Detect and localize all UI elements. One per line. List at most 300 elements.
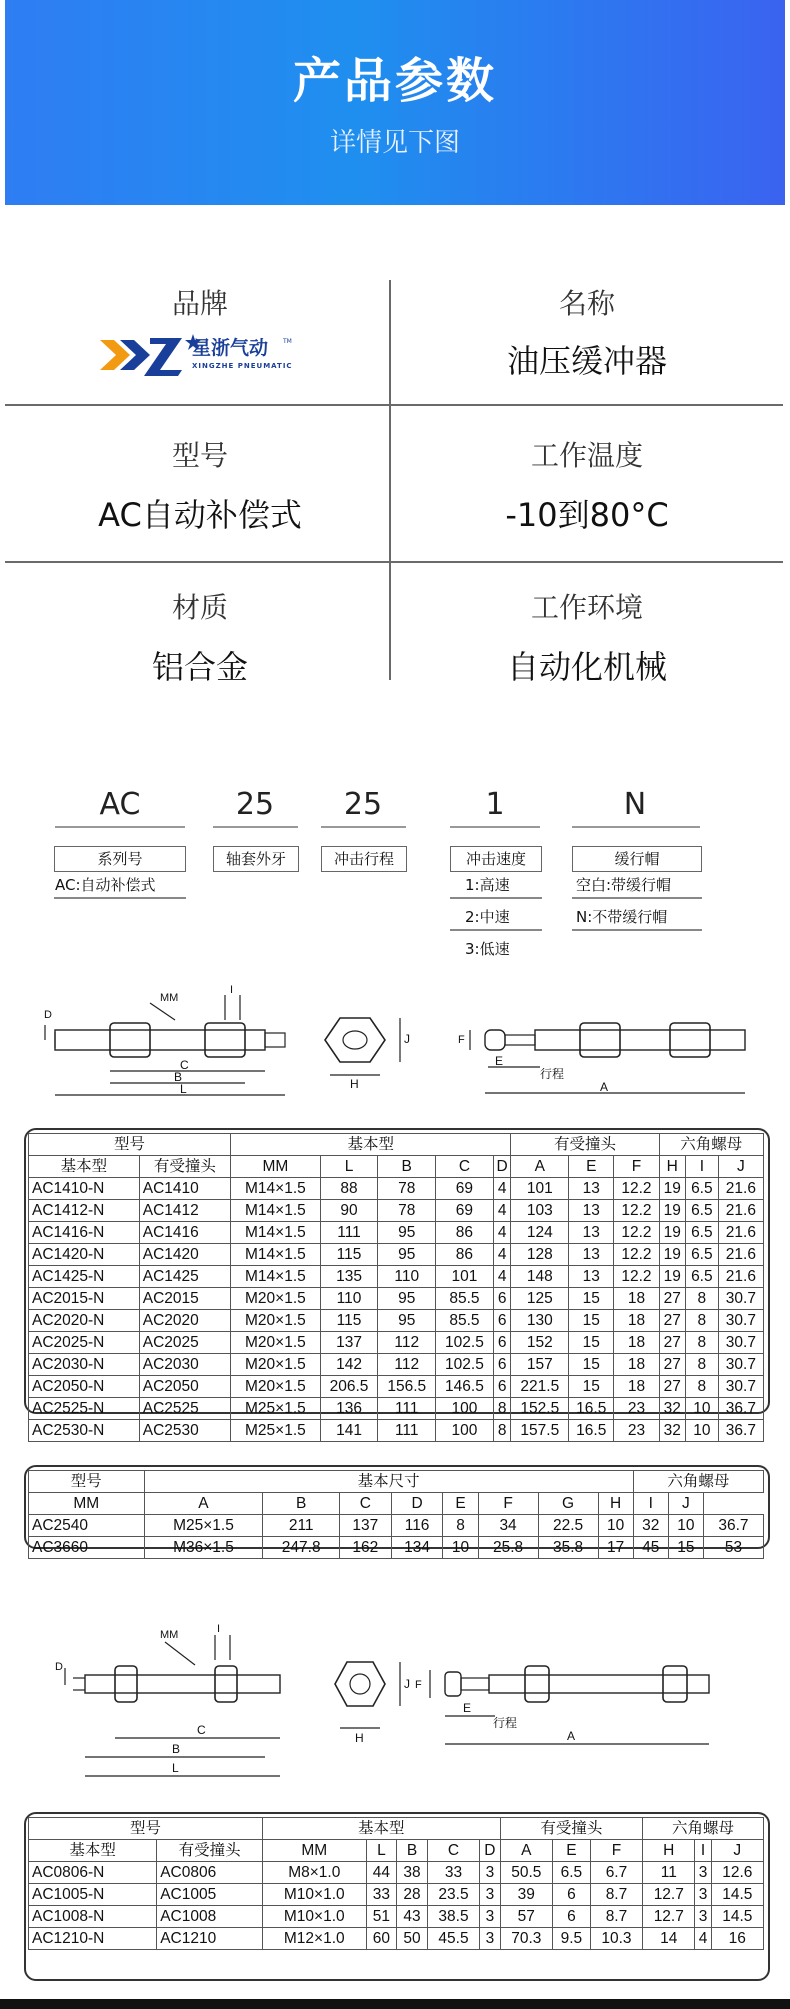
table-cell: 8 xyxy=(443,1515,478,1537)
svg-text:D: D xyxy=(44,1009,52,1021)
table-header-cell: D xyxy=(391,1493,443,1515)
table-cell: 221.5 xyxy=(511,1376,569,1398)
table-header-cell: C xyxy=(427,1840,479,1862)
table-row xyxy=(29,1862,764,1884)
table-cell: 13 xyxy=(569,1222,614,1244)
svg-text:E: E xyxy=(495,1054,504,1068)
table-cell: M14×1.5 xyxy=(231,1200,321,1222)
svg-text:H: H xyxy=(350,1077,359,1091)
table-cell: 78 xyxy=(378,1178,436,1200)
table-cell: 148 xyxy=(511,1266,569,1288)
table-cell: AC1420 xyxy=(139,1244,230,1266)
table-header-cell: E xyxy=(443,1493,478,1515)
table-cell: 112 xyxy=(378,1354,436,1376)
table-cell: 57 xyxy=(500,1906,552,1928)
table-cell: AC2525 xyxy=(139,1398,230,1420)
code-note-speed-3: 3:低速 xyxy=(465,940,510,958)
table-cell: 95 xyxy=(378,1244,436,1266)
table-cell: 86 xyxy=(436,1244,494,1266)
table-header-cell: 基本型 xyxy=(29,1840,157,1862)
table-cell: 11 xyxy=(643,1862,695,1884)
table-header: 型号 xyxy=(29,1134,231,1156)
table-cell: 27 xyxy=(659,1332,685,1354)
table-cell: 3 xyxy=(695,1862,711,1884)
table-header-cell: B xyxy=(378,1156,436,1178)
table-cell: 6 xyxy=(552,1884,590,1906)
table-cell: AC2050-N xyxy=(29,1376,140,1398)
svg-text:C: C xyxy=(180,1058,189,1072)
table-cell: 10 xyxy=(686,1420,719,1442)
table-cell: M20×1.5 xyxy=(231,1332,321,1354)
table-cell: 35.8 xyxy=(538,1537,598,1559)
table-cell: M14×1.5 xyxy=(231,1222,321,1244)
table-cell: 22.5 xyxy=(538,1515,598,1537)
table-cell: 25.8 xyxy=(478,1537,538,1559)
table-cell: M10×1.0 xyxy=(262,1906,366,1928)
code-underline xyxy=(450,826,540,828)
brand-label: 品牌 xyxy=(171,287,228,320)
table-cell: 70.3 xyxy=(500,1928,552,1950)
table-cell: 19 xyxy=(659,1178,685,1200)
table-cell: 13 xyxy=(569,1244,614,1266)
table-row xyxy=(29,1537,764,1559)
table-cell: AC2020 xyxy=(139,1310,230,1332)
table-cell: AC2530 xyxy=(139,1420,230,1442)
table-cell: AC0806 xyxy=(157,1862,263,1884)
table-cell: 18 xyxy=(614,1332,659,1354)
table-header-cell: H xyxy=(598,1493,633,1515)
table-cell: 4 xyxy=(493,1200,511,1222)
table-group-header xyxy=(29,1134,764,1156)
table-cell: M20×1.5 xyxy=(231,1354,321,1376)
table-cell: 36.7 xyxy=(703,1515,763,1537)
table-cell: 18 xyxy=(614,1376,659,1398)
table-group-header xyxy=(29,1471,764,1493)
table-cell: M25×1.5 xyxy=(144,1515,263,1537)
table-cell: 157.5 xyxy=(511,1420,569,1442)
table-cell: 30.7 xyxy=(718,1332,763,1354)
table-cell: M20×1.5 xyxy=(231,1288,321,1310)
code-note-cap-1: 空白:带缓行帽 xyxy=(576,876,672,894)
table-header-row xyxy=(29,1840,764,1862)
table-cell: 6 xyxy=(493,1354,511,1376)
table-header-cell: F xyxy=(614,1156,659,1178)
table-row xyxy=(29,1200,764,1222)
table-header-cell: I xyxy=(633,1493,668,1515)
table-cell: 101 xyxy=(511,1178,569,1200)
material-label: 材质 xyxy=(171,591,228,624)
table-header-row xyxy=(29,1156,764,1178)
code-note-speed-1: 1:高速 xyxy=(465,876,510,894)
svg-text:E: E xyxy=(463,1701,472,1715)
table-row xyxy=(29,1906,764,1928)
table-cell: 19 xyxy=(659,1244,685,1266)
table-cell: AC2050 xyxy=(139,1376,230,1398)
table-cell: 14.5 xyxy=(711,1906,763,1928)
table-header: 基本型 xyxy=(262,1818,500,1840)
table-row xyxy=(29,1928,764,1950)
table-cell: 206.5 xyxy=(320,1376,378,1398)
table-cell: 8.7 xyxy=(590,1884,642,1906)
table-header: 六角螺母 xyxy=(659,1134,763,1156)
table-cell: 134 xyxy=(391,1537,443,1559)
table-cell: M25×1.5 xyxy=(231,1420,321,1442)
table-cell: 6 xyxy=(552,1906,590,1928)
table-cell: 32 xyxy=(659,1398,685,1420)
table-cell: 33 xyxy=(366,1884,397,1906)
svg-text:F: F xyxy=(415,1679,422,1691)
note-underline xyxy=(450,897,542,899)
table-header-cell: E xyxy=(569,1156,614,1178)
table-header: 六角螺母 xyxy=(643,1818,764,1840)
logo-trademark: TM xyxy=(283,338,292,345)
table-cell: 6.5 xyxy=(686,1178,719,1200)
table-cell: 15 xyxy=(668,1537,703,1559)
svg-text:C: C xyxy=(197,1723,206,1737)
table-cell: 15 xyxy=(569,1288,614,1310)
table-cell: AC2540 xyxy=(29,1515,145,1537)
table-cell: 14 xyxy=(643,1928,695,1950)
table-cell: 23 xyxy=(614,1420,659,1442)
table-cell: 12.7 xyxy=(643,1884,695,1906)
table-cell: 12.2 xyxy=(614,1200,659,1222)
table-cell: 211 xyxy=(263,1515,340,1537)
svg-text:H: H xyxy=(355,1731,364,1745)
table-cell: 6 xyxy=(493,1376,511,1398)
name-label: 名称 xyxy=(558,287,615,320)
table-header-cell: F xyxy=(590,1840,642,1862)
table-cell: 4 xyxy=(695,1928,711,1950)
table-cell: 12.7 xyxy=(643,1906,695,1928)
table-cell: 69 xyxy=(436,1200,494,1222)
table-cell: 19 xyxy=(659,1266,685,1288)
table-cell: AC1008-N xyxy=(29,1906,157,1928)
table-cell: 6 xyxy=(493,1288,511,1310)
table-cell: 137 xyxy=(340,1515,392,1537)
table-row xyxy=(29,1376,764,1398)
table-header-cell: 基本型 xyxy=(29,1156,140,1178)
logo-subtext: XINGZHE PNEUMATIC xyxy=(192,362,293,370)
code-underline xyxy=(572,826,700,828)
table-cell: 27 xyxy=(659,1310,685,1332)
table-cell: 12.6 xyxy=(711,1862,763,1884)
svg-text:L: L xyxy=(180,1082,187,1096)
dimension-drawing-1 xyxy=(40,985,760,1105)
table-cell: 32 xyxy=(659,1420,685,1442)
table-cell: 15 xyxy=(569,1332,614,1354)
table-cell: 15 xyxy=(569,1354,614,1376)
table-row xyxy=(29,1420,764,1442)
table-cell: 136 xyxy=(320,1398,378,1420)
table-cell: 85.5 xyxy=(436,1288,494,1310)
table-cell: AC1410-N xyxy=(29,1178,140,1200)
table-cell: 32 xyxy=(633,1515,668,1537)
table-cell: 8 xyxy=(493,1398,511,1420)
table-cell: AC1008 xyxy=(157,1906,263,1928)
table-cell: 19 xyxy=(659,1222,685,1244)
table-cell: 18 xyxy=(614,1288,659,1310)
table-header-cell: I xyxy=(686,1156,719,1178)
table-header: 有受撞头 xyxy=(511,1134,659,1156)
model-label: 型号 xyxy=(171,439,228,472)
table-header-cell: A xyxy=(511,1156,569,1178)
table-cell: AC1412 xyxy=(139,1200,230,1222)
note-underline xyxy=(54,897,186,899)
table-cell: 137 xyxy=(320,1332,378,1354)
table-header-cell: MM xyxy=(29,1493,145,1515)
code-underline xyxy=(321,826,406,828)
table-cell: AC2015-N xyxy=(29,1288,140,1310)
code-label-cap: 缓行帽 xyxy=(572,846,702,872)
table-cell: 13 xyxy=(569,1266,614,1288)
table-cell: 13 xyxy=(569,1178,614,1200)
table-cell: AC1210-N xyxy=(29,1928,157,1950)
svg-text:I: I xyxy=(230,985,234,996)
table-header-cell: MM xyxy=(231,1156,321,1178)
table-cell: 100 xyxy=(436,1420,494,1442)
table-cell: M36×1.5 xyxy=(144,1537,263,1559)
table-cell: 69 xyxy=(436,1178,494,1200)
table-cell: 23.5 xyxy=(427,1884,479,1906)
table-row xyxy=(29,1222,764,1244)
table-cell: 10 xyxy=(598,1515,633,1537)
table-cell: 247.8 xyxy=(263,1537,340,1559)
table-header: 基本尺寸 xyxy=(144,1471,633,1493)
note-underline xyxy=(572,897,702,899)
table-header-cell: H xyxy=(659,1156,685,1178)
note-underline xyxy=(450,929,542,931)
table-cell: 3 xyxy=(480,1928,500,1950)
table-cell: AC1416-N xyxy=(29,1222,140,1244)
table-cell: AC1410 xyxy=(139,1178,230,1200)
table-cell: 95 xyxy=(378,1310,436,1332)
table-cell: 51 xyxy=(366,1906,397,1928)
table-cell: 162 xyxy=(340,1537,392,1559)
name-value: 油压缓冲器 xyxy=(506,342,667,380)
table-cell: 6.7 xyxy=(590,1862,642,1884)
table-cell: 30.7 xyxy=(718,1288,763,1310)
table-cell: AC3660 xyxy=(29,1537,145,1559)
table-cell: 9.5 xyxy=(552,1928,590,1950)
table-cell: 103 xyxy=(511,1200,569,1222)
code-part-thread: 25 xyxy=(235,787,275,822)
table-cell: 102.5 xyxy=(436,1332,494,1354)
table-cell: 4 xyxy=(493,1244,511,1266)
table-header-cell: B xyxy=(397,1840,428,1862)
table-cell: 110 xyxy=(378,1266,436,1288)
table-cell: 16 xyxy=(711,1928,763,1950)
table-cell: 111 xyxy=(378,1398,436,1420)
code-underline xyxy=(213,826,298,828)
table-cell: M20×1.5 xyxy=(231,1376,321,1398)
table-cell: 3 xyxy=(480,1884,500,1906)
table-cell: 8 xyxy=(686,1332,719,1354)
table-header-cell: C xyxy=(436,1156,494,1178)
table-cell: 3 xyxy=(695,1884,711,1906)
table-header-cell: D xyxy=(493,1156,511,1178)
table-cell: 15 xyxy=(569,1310,614,1332)
table-cell: 50 xyxy=(397,1928,428,1950)
bottom-bar xyxy=(0,1999,790,2009)
table-cell: 30.7 xyxy=(718,1354,763,1376)
table-cell: 21.6 xyxy=(718,1244,763,1266)
table-cell: AC1005 xyxy=(157,1884,263,1906)
table-cell: AC2030 xyxy=(139,1354,230,1376)
dimension-drawing-2 xyxy=(55,1620,745,1780)
table-cell: 36.7 xyxy=(718,1398,763,1420)
table-cell: AC1420-N xyxy=(29,1244,140,1266)
table-header-cell: L xyxy=(320,1156,378,1178)
code-label-speed: 冲击速度 xyxy=(450,846,542,872)
table-cell: M8×1.0 xyxy=(262,1862,366,1884)
table-cell: 17 xyxy=(598,1537,633,1559)
table-cell: 3 xyxy=(695,1906,711,1928)
table-cell: 146.5 xyxy=(436,1376,494,1398)
table-row xyxy=(29,1288,764,1310)
spec-table-1 xyxy=(28,1133,764,1442)
table-header-row xyxy=(29,1493,764,1515)
table-header-cell: MM xyxy=(262,1840,366,1862)
table-cell: M14×1.5 xyxy=(231,1266,321,1288)
table-cell: 53 xyxy=(703,1537,763,1559)
code-part-series: AC xyxy=(99,787,141,822)
material-value: 铝合金 xyxy=(151,648,248,686)
table-header-cell: J xyxy=(668,1493,703,1515)
table-cell: 110 xyxy=(320,1288,378,1310)
table-row xyxy=(29,1310,764,1332)
table-cell: AC1416 xyxy=(139,1222,230,1244)
table-cell: 15 xyxy=(569,1376,614,1398)
table-cell: AC2030-N xyxy=(29,1354,140,1376)
table-cell: 3 xyxy=(480,1862,500,1884)
table-cell: AC1210 xyxy=(157,1928,263,1950)
table-cell: 102.5 xyxy=(436,1354,494,1376)
temp-label: 工作温度 xyxy=(530,439,643,472)
table-cell: 8 xyxy=(686,1354,719,1376)
table-cell: AC2025-N xyxy=(29,1332,140,1354)
table-header-cell: 有受撞头 xyxy=(157,1840,263,1862)
table-cell: 36.7 xyxy=(718,1420,763,1442)
table-cell: AC2015 xyxy=(139,1288,230,1310)
code-part-speed: 1 xyxy=(485,787,505,822)
table-cell: 6.5 xyxy=(552,1862,590,1884)
table-header-cell: E xyxy=(552,1840,590,1862)
table-cell: 21.6 xyxy=(718,1178,763,1200)
svg-text:行程: 行程 xyxy=(540,1067,565,1081)
table-group-header xyxy=(29,1818,764,1840)
grid-divider-1 xyxy=(5,404,783,406)
table-cell: 10.3 xyxy=(590,1928,642,1950)
table-cell: AC2025 xyxy=(139,1332,230,1354)
svg-text:MM: MM xyxy=(160,992,179,1004)
code-underline xyxy=(55,826,185,828)
table-cell: 116 xyxy=(391,1515,443,1537)
table-cell: 4 xyxy=(493,1266,511,1288)
table-cell: 6.5 xyxy=(686,1222,719,1244)
table-cell: 100 xyxy=(436,1398,494,1420)
table-cell: 33 xyxy=(427,1862,479,1884)
code-label-stroke: 冲击行程 xyxy=(321,846,407,872)
table-row xyxy=(29,1244,764,1266)
table-header-cell: D xyxy=(480,1840,500,1862)
svg-text:B: B xyxy=(174,1070,183,1084)
spec-table-3 xyxy=(28,1817,764,1950)
table-row xyxy=(29,1332,764,1354)
table-cell: 34 xyxy=(478,1515,538,1537)
table-cell: 44 xyxy=(366,1862,397,1884)
temp-value: -10到80°C xyxy=(505,496,669,534)
table-cell: 14.5 xyxy=(711,1884,763,1906)
table-cell: 21.6 xyxy=(718,1200,763,1222)
table-cell: 10 xyxy=(443,1537,478,1559)
table-header-cell: J xyxy=(718,1156,763,1178)
code-note-speed-2: 2:中速 xyxy=(465,908,510,926)
table-cell: M14×1.5 xyxy=(231,1178,321,1200)
svg-text:I: I xyxy=(217,1623,221,1635)
table-header: 型号 xyxy=(29,1818,263,1840)
model-value: AC自动补偿式 xyxy=(98,496,302,534)
table-cell: 4 xyxy=(493,1222,511,1244)
table-cell: 141 xyxy=(320,1420,378,1442)
table-cell: 21.6 xyxy=(718,1266,763,1288)
table-header-cell: G xyxy=(538,1493,598,1515)
spec-table-2 xyxy=(28,1470,764,1559)
header-banner xyxy=(0,0,790,205)
table-row xyxy=(29,1178,764,1200)
table-cell: 45.5 xyxy=(427,1928,479,1950)
table-cell: 156.5 xyxy=(378,1376,436,1398)
table-cell: 111 xyxy=(320,1222,378,1244)
table-cell: 12.2 xyxy=(614,1266,659,1288)
table-cell: 8.7 xyxy=(590,1906,642,1928)
table-cell: M14×1.5 xyxy=(231,1244,321,1266)
table-cell: 10 xyxy=(686,1398,719,1420)
table-cell: 142 xyxy=(320,1354,378,1376)
table-cell: 101 xyxy=(436,1266,494,1288)
table-cell: 6.5 xyxy=(686,1266,719,1288)
table-cell: M10×1.0 xyxy=(262,1884,366,1906)
table-cell: AC2530-N xyxy=(29,1420,140,1442)
table-cell: 152.5 xyxy=(511,1398,569,1420)
table-cell: 43 xyxy=(397,1906,428,1928)
table-cell: 115 xyxy=(320,1310,378,1332)
table-cell: 18 xyxy=(614,1354,659,1376)
table-cell: 8 xyxy=(686,1288,719,1310)
table-cell: 128 xyxy=(511,1244,569,1266)
table-cell: 38.5 xyxy=(427,1906,479,1928)
table-cell: 90 xyxy=(320,1200,378,1222)
code-label-thread: 轴套外牙 xyxy=(213,846,299,872)
logo-text: 星浙气动 xyxy=(192,337,269,359)
table-header-cell: C xyxy=(340,1493,392,1515)
code-note-series: AC:自动补偿式 xyxy=(55,876,156,894)
table-cell: 115 xyxy=(320,1244,378,1266)
table-header-cell: H xyxy=(643,1840,695,1862)
table-cell: 13 xyxy=(569,1200,614,1222)
table-cell: 95 xyxy=(378,1222,436,1244)
table-header-cell: J xyxy=(711,1840,763,1862)
table-cell: 21.6 xyxy=(718,1222,763,1244)
table-cell: 28 xyxy=(397,1884,428,1906)
table-cell: 10 xyxy=(668,1515,703,1537)
table-cell: 130 xyxy=(511,1310,569,1332)
table-cell: 8 xyxy=(686,1310,719,1332)
table-cell: 16.5 xyxy=(569,1398,614,1420)
banner-subtitle: 详情见下图 xyxy=(329,128,460,158)
table-cell: AC1425 xyxy=(139,1266,230,1288)
svg-text:B: B xyxy=(172,1742,181,1756)
table-header: 基本型 xyxy=(231,1134,511,1156)
